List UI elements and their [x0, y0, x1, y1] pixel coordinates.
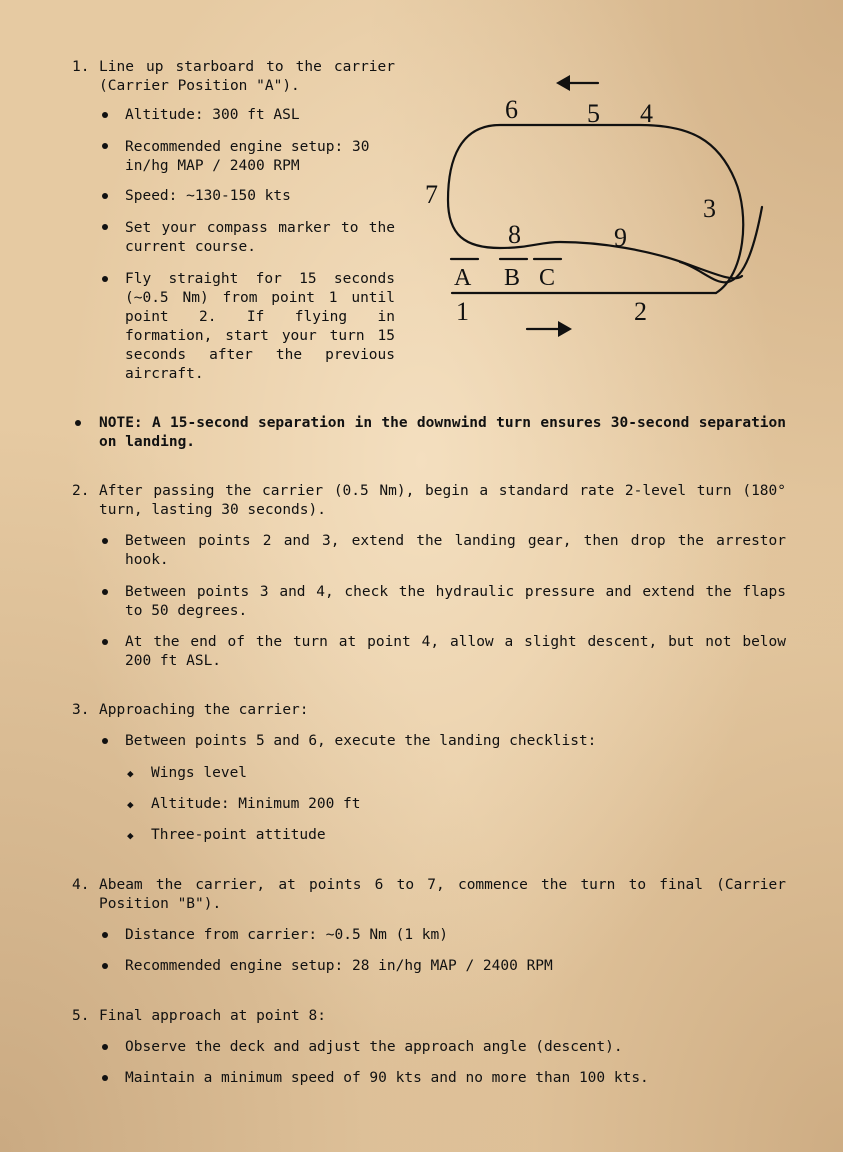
bullet-dot [102, 1075, 108, 1081]
bullet-dot [102, 112, 108, 118]
step-5-text: Final approach at point 8: [99, 1008, 326, 1024]
step-5-bullet-1: Observe the deck and adjust the approach angle (descent). [125, 1039, 623, 1055]
landing-pattern-diagram [415, 60, 775, 350]
bullet-dot [102, 932, 108, 938]
step-1-bullet-3: Speed: ~130-150 kts [125, 188, 291, 204]
step-5-number: 5. [72, 1008, 90, 1024]
step-2-bullet-1: Between points 2 and 3, extend the landing gear, then drop the arrestor hook. [125, 533, 786, 568]
point-label-3: 3 [703, 194, 716, 223]
note-text: NOTE: A 15-second separation in the downwind turn ensures 30-second separation on landing. [99, 415, 786, 450]
pattern-tail-line [680, 207, 762, 282]
step-1-text: Line up starboard to the carrier (Carrier Position "A"). [99, 59, 395, 94]
diamond-bullet-icon: ◆ [127, 767, 134, 780]
step-1-bullet-5: Fly straight for 15 seconds (~0.5 Nm) from point 1 until point 2. If flying in formation, start your turn 15 seconds after the previous aircraft. [125, 271, 395, 382]
step-4-bullet-1: Distance from carrier: ~0.5 Nm (1 km) [125, 927, 449, 943]
arrow-left-head [556, 75, 570, 91]
step-1-bullet-4: Set your compass marker to the current course. [125, 220, 395, 255]
position-label-c: C [539, 265, 556, 291]
position-label-a: A [454, 265, 472, 291]
step-5-bullet-2: Maintain a minimum speed of 90 kts and no more than 100 kts. [125, 1070, 649, 1086]
step-2-number: 2. [72, 483, 90, 499]
bullet-dot [102, 276, 108, 282]
point-label-6: 6 [505, 95, 518, 124]
step-2-text: After passing the carrier (0.5 Nm), begin a standard rate 2-level turn (180° turn, lasting 30 seconds). [99, 483, 786, 518]
bullet-dot [102, 538, 108, 544]
point-label-4: 4 [640, 99, 653, 128]
diamond-bullet-icon: ◆ [127, 798, 134, 811]
bullet-dot [102, 143, 108, 149]
diamond-bullet-icon: ◆ [127, 829, 134, 842]
bullet-dot [102, 639, 108, 645]
step-2-bullet-3: At the end of the turn at point 4, allow a slight descent, but not below 200 ft ASL. [125, 634, 786, 669]
point-label-9: 9 [614, 223, 627, 252]
step-1-bullet-2: Recommended engine setup: 30 in/hg MAP / 2400 RPM [125, 139, 370, 174]
point-label-1: 1 [456, 297, 469, 326]
step-4-bullet-2: Recommended engine setup: 28 in/hg MAP / 2400 RPM [125, 958, 553, 974]
bullet-dot [75, 420, 81, 426]
step-2-bullet-2: Between points 3 and 4, check the hydraulic pressure and extend the flaps to 50 degrees. [125, 584, 786, 619]
step-3-text: Approaching the carrier: [99, 702, 309, 718]
step-3-number: 3. [72, 702, 90, 718]
point-label-2: 2 [634, 297, 647, 326]
point-label-5: 5 [587, 99, 600, 128]
step-1-bullet-1: Altitude: 300 ft ASL [125, 107, 300, 123]
bullet-dot [102, 224, 108, 230]
step-3-subbullet-1: Wings level [151, 765, 248, 781]
position-label-b: B [504, 265, 521, 291]
pattern-loop-line [448, 125, 743, 293]
point-label-7: 7 [425, 180, 438, 209]
bullet-dot [102, 193, 108, 199]
step-4-text: Abeam the carrier, at points 6 to 7, commence the turn to final (Carrier Position "B"). [99, 877, 786, 912]
arrow-right-head [558, 321, 572, 337]
step-4-number: 4. [72, 877, 90, 893]
step-3-bullet-1: Between points 5 and 6, execute the landing checklist: [125, 733, 597, 749]
bullet-dot [102, 589, 108, 595]
point-label-8: 8 [508, 220, 521, 249]
step-3-subbullet-2: Altitude: Minimum 200 ft [151, 796, 361, 812]
bullet-dot [102, 1044, 108, 1050]
bullet-dot [102, 738, 108, 744]
step-3-subbullet-3: Three-point attitude [151, 827, 326, 843]
step-1-number: 1. [72, 59, 90, 75]
bullet-dot [102, 963, 108, 969]
